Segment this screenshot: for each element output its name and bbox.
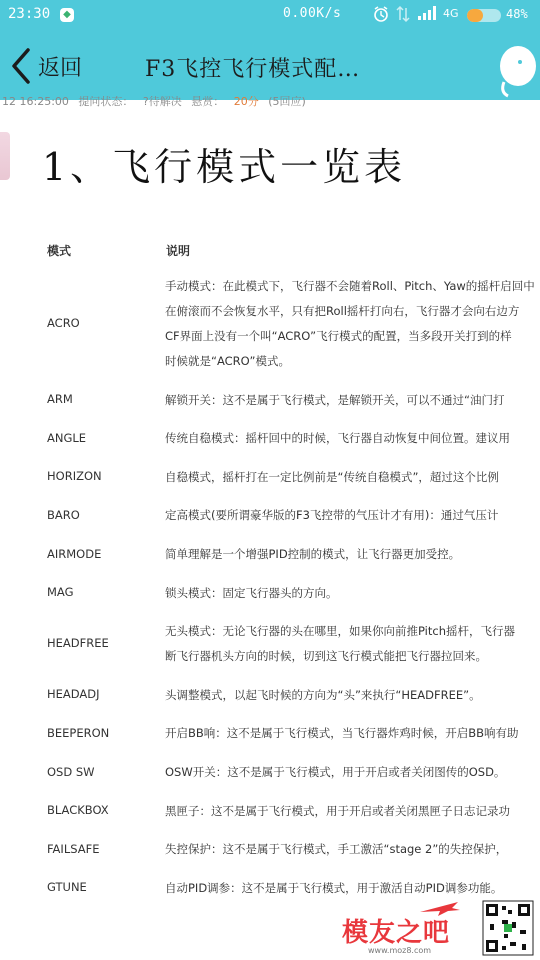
side-thumbnail[interactable] xyxy=(0,132,10,180)
table-row xyxy=(0,683,540,708)
col-header-desc: 说明 xyxy=(166,244,191,258)
table-row xyxy=(0,388,540,413)
network-type: 4G xyxy=(443,7,459,20)
table-row xyxy=(0,465,540,490)
description-line: 头调整模式，以起飞时候的方向为“头”来执行“HEADFREE”。 xyxy=(165,687,481,702)
meta-floor: (5回应) xyxy=(268,96,306,108)
mode-name: BLACKBOX xyxy=(47,803,109,818)
table-row xyxy=(0,581,540,606)
back-label: 返回 xyxy=(38,55,83,81)
mode-description xyxy=(165,683,540,708)
mode-name: ACRO xyxy=(47,316,80,330)
description-line: 定高模式(要所谓豪华版的F3飞控带的气压计才有用)：通过气压计 xyxy=(165,508,499,523)
table-row xyxy=(0,542,540,567)
qr-code-icon xyxy=(482,900,534,956)
watermark-url: www.moz8.com xyxy=(368,946,432,955)
table-row xyxy=(0,426,540,451)
nav-bar xyxy=(0,30,540,100)
description-line: 断飞行器机头方向的时候，切到这飞行模式能把飞行器拉回来。 xyxy=(165,649,487,664)
mode-name: BARO xyxy=(47,507,80,522)
table-row xyxy=(0,837,540,862)
chevron-left-icon xyxy=(8,46,34,86)
description-line: OSW开关：这不是属于飞行模式，用于开启或者关闭图传的OSD。 xyxy=(165,765,506,779)
mode-name: HEADFREE xyxy=(47,636,109,651)
watermark-brand: 模友之吧 xyxy=(342,918,451,948)
description-line: 黑匣子：这不是属于飞行模式，用于开启或者关闭黑匣子日志记录功 xyxy=(165,803,510,818)
mode-name: OSD SW xyxy=(47,764,95,779)
mode-name: GTUNE xyxy=(47,880,87,895)
data-transfer-icon xyxy=(396,5,410,28)
meta-status-value: ?待解决 xyxy=(142,96,182,108)
mode-name: HORIZON xyxy=(47,469,102,484)
battery-fill xyxy=(467,9,483,22)
description-line: 自动PID调参：这不是属于飞行模式，用于激活自动PID调参功能。 xyxy=(165,880,503,895)
table-row xyxy=(0,721,540,746)
table-row xyxy=(0,503,540,528)
description-line: 时候就是“ACRO”模式。 xyxy=(165,354,290,368)
description-line: 失控保护：这不是属于飞行模式，手工激活“stage 2”的失控保护， xyxy=(165,842,508,857)
mode-name: BEEPERON xyxy=(47,725,110,740)
mode-description xyxy=(165,721,540,746)
meta-score-label: 悬赏： xyxy=(191,96,225,108)
description-line: 传统自稳模式：摇杆回中的时候，飞行器自动恢复中间位置。建议用 xyxy=(165,431,510,446)
description-line: 手动模式：在此模式下，飞行器不会随着Roll、Pitch、Yaw的摇杆启回中 xyxy=(165,279,535,293)
watermark xyxy=(338,898,538,960)
mode-name: FAILSAFE xyxy=(47,841,100,856)
section-heading: 1、飞行模式一览表 xyxy=(42,145,407,189)
airplane-icon xyxy=(418,898,462,918)
description-line: 无头模式：无论飞行器的头在哪里，如果你向前推Pitch摇杆，飞行器 xyxy=(165,624,515,639)
back-button[interactable] xyxy=(8,44,82,88)
table-row xyxy=(0,760,540,785)
table-row xyxy=(0,619,540,669)
mode-description xyxy=(165,426,540,451)
meta-score-value: 20分 xyxy=(233,96,259,108)
description-line: 开启BB响：这不是属于飞行模式，当飞行器炸鸡时候，开启BB响有助 xyxy=(165,726,519,741)
meta-time: 12 16:25:00 xyxy=(2,96,69,108)
net-speed: 0.00K/s xyxy=(283,6,342,21)
meta-status-label: 提问状态： xyxy=(78,96,134,108)
mode-name: ARM xyxy=(47,392,73,407)
status-bar xyxy=(0,0,540,30)
description-line: 锁头模式：固定飞行器头的方向。 xyxy=(165,585,338,600)
mode-name: MAG xyxy=(47,585,74,600)
mode-description xyxy=(165,760,540,785)
description-line: 在俯滚而不会恢复水平，只有把Roll摇杆打向右，飞行器才会向右边方 xyxy=(165,304,520,318)
signal-icon xyxy=(417,5,439,26)
description-line: 简单理解是一个增强PID控制的模式，让飞行器更加受控。 xyxy=(165,547,461,561)
app-notification-icon: ◆ xyxy=(60,8,74,22)
mode-description xyxy=(165,503,540,528)
table-row xyxy=(0,274,540,374)
mode-description xyxy=(165,542,540,567)
mode-description xyxy=(165,388,540,413)
col-header-mode: 模式 xyxy=(47,244,72,258)
mode-description xyxy=(165,581,540,606)
description-line: 自稳模式，摇杆打在一定比例前是“传统自稳模式”，超过这个比例 xyxy=(165,469,499,484)
page-title: F3飞控飞行模式配… xyxy=(145,57,361,82)
battery-icon xyxy=(467,9,501,22)
description-line: CF界面上没有一个叫“ACRO”飞行模式的配置，当多段开关打到的样 xyxy=(165,329,512,343)
table-row xyxy=(0,799,540,824)
status-time: 23:30 xyxy=(8,6,51,22)
alarm-icon xyxy=(372,5,390,28)
mode-description xyxy=(165,837,540,862)
description-line: 解锁开关：这不是属于飞行模式，是解锁开关，可以不通过“油门打 xyxy=(165,392,505,407)
mascot-avatar-icon[interactable] xyxy=(490,42,538,98)
mode-description xyxy=(165,799,540,824)
battery-percent: 48% xyxy=(506,7,528,21)
mode-name: AIRMODE xyxy=(47,546,102,561)
question-meta xyxy=(2,96,312,110)
mode-name: ANGLE xyxy=(47,430,87,445)
mode-description xyxy=(165,274,540,374)
mode-description xyxy=(165,619,540,669)
mode-description xyxy=(165,465,540,490)
mode-name: HEADADJ xyxy=(47,687,100,702)
